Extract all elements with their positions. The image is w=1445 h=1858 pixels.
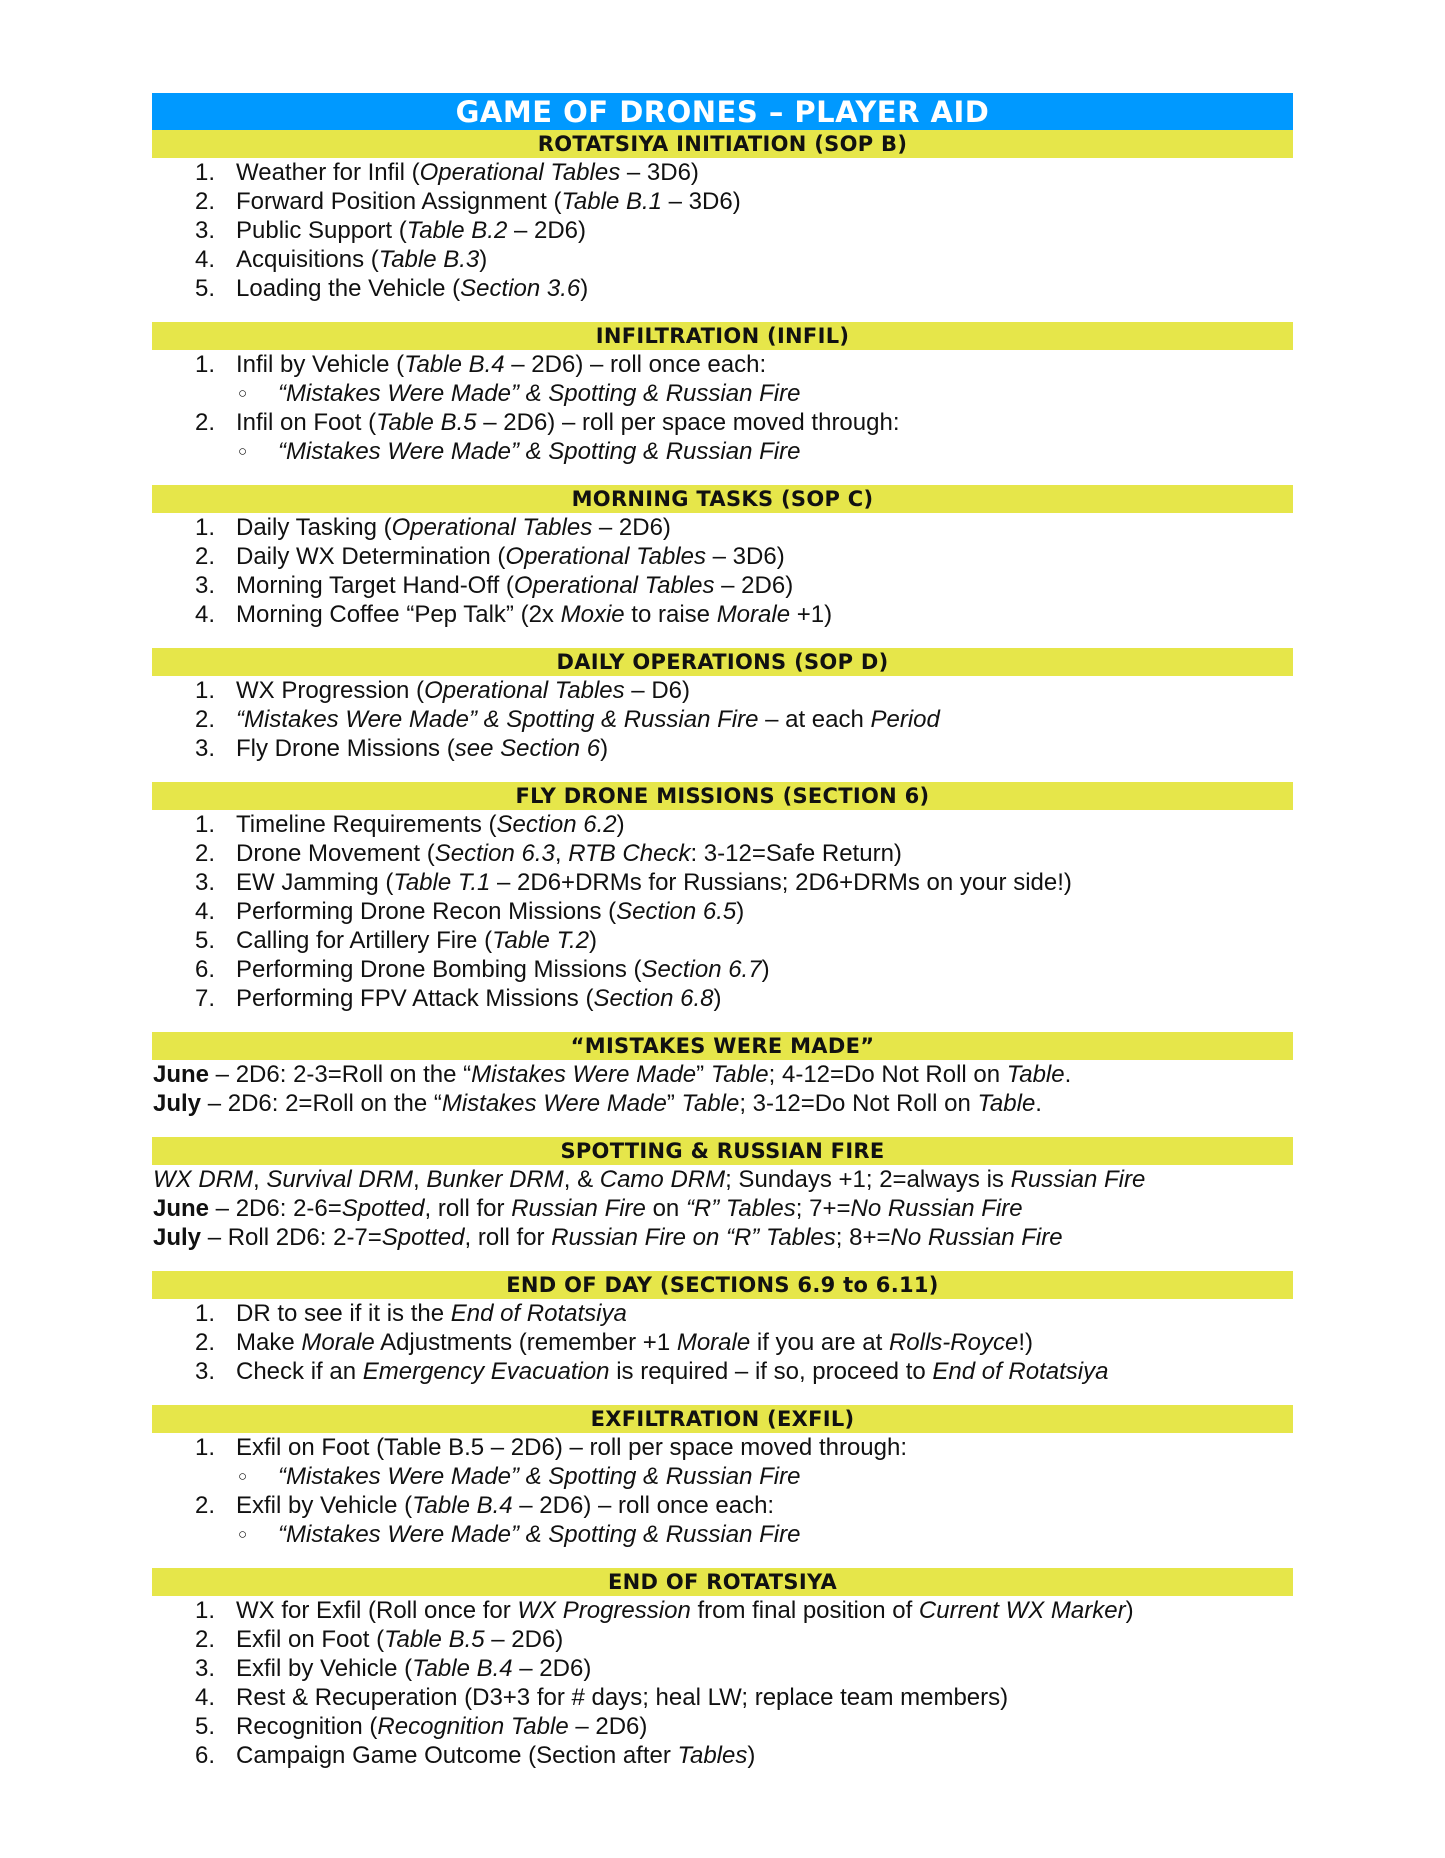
italic-run: Morale <box>676 1329 751 1356</box>
hollow-bullet-icon: ○ <box>238 385 248 402</box>
list-item <box>152 1683 1293 1712</box>
text-run: ; 3-12=Do Not Roll on <box>739 1090 978 1117</box>
italic-run: Spotted <box>381 1224 465 1251</box>
text-run: ; 4-12=Do Not Roll on <box>768 1061 1007 1088</box>
list-number: 2. <box>195 1626 216 1653</box>
italic-run: Operational Tables <box>424 677 625 704</box>
list-item <box>152 274 1293 303</box>
text-run: – 2D6) – roll per space moved through: <box>476 409 900 436</box>
list-item-text <box>236 897 744 926</box>
text-run: ” <box>666 1090 682 1117</box>
list-number: 2. <box>195 188 216 215</box>
italic-run: Section 6.5 <box>616 898 737 925</box>
list-item <box>152 1741 1293 1770</box>
italic-run: No Russian Fire <box>850 1195 1023 1222</box>
list-number: 1. <box>195 1597 216 1624</box>
paragraph-line <box>152 1089 1293 1118</box>
text-run: Rest & Recuperation (D3+3 for # days; heal LW; replace team members) <box>236 1684 1009 1711</box>
text-run: , <box>252 1166 267 1193</box>
list-item <box>152 705 1293 734</box>
section <box>152 485 1293 629</box>
list-item-text <box>236 571 793 600</box>
italic-run: Section 6.8 <box>593 985 714 1012</box>
list-number: 6. <box>195 1742 216 1769</box>
text-run: on <box>645 1195 686 1222</box>
text-run: – 3D6) <box>662 188 741 215</box>
sub-item-text <box>278 1520 800 1549</box>
text-run: Acquisitions ( <box>236 246 379 273</box>
bold-run: June <box>153 1195 210 1222</box>
sub-item-text <box>278 1462 800 1491</box>
text-run: – 2D6) – roll once each: <box>504 351 767 378</box>
sections-container <box>152 130 1293 1770</box>
section-header: INFILTRATION (INFIL) <box>152 322 1293 350</box>
text-run: is required – if so, proceed to <box>609 1358 933 1385</box>
text-run: Infil on Foot ( <box>236 409 377 436</box>
text-run: Campaign Game Outcome (Section after <box>236 1742 678 1769</box>
list-item-text <box>236 600 832 629</box>
paragraph-text <box>152 1090 1042 1117</box>
italic-run: Mistakes Were Made <box>441 1090 667 1117</box>
text-run: Check if an <box>236 1358 363 1385</box>
list-item <box>152 600 1293 629</box>
list-number: 3. <box>195 217 216 244</box>
text-run: , <box>413 1166 427 1193</box>
sub-list-item <box>152 1520 1293 1549</box>
text-run: Exfil by Vehicle ( <box>236 1492 413 1519</box>
italic-run: No Russian Fire <box>890 1224 1063 1251</box>
italic-run: Table B.2 <box>406 217 508 244</box>
text-run: – 2D6: 2=Roll on the “ <box>201 1090 442 1117</box>
italic-run: Table <box>977 1090 1036 1117</box>
list-item-text <box>236 1625 563 1654</box>
text-run: ) <box>580 275 589 302</box>
list-item <box>152 734 1293 763</box>
section-header: SPOTTING & RUSSIAN FIRE <box>152 1137 1293 1165</box>
italic-run: Table T.2 <box>492 927 590 954</box>
text-run: , & <box>563 1166 600 1193</box>
italic-run: Russian Fire on “R” Tables <box>551 1224 836 1251</box>
list-number: 1. <box>195 159 216 186</box>
italic-run: “Mistakes Were Made” & Spotting & Russian Fire <box>278 438 801 465</box>
list-item-text <box>236 1683 1008 1712</box>
list-item <box>152 897 1293 926</box>
italic-run: Table <box>1006 1061 1065 1088</box>
list-number: 1. <box>195 351 216 378</box>
italic-run: Morale <box>716 601 791 628</box>
text-run: Performing Drone Bombing Missions ( <box>236 956 642 983</box>
italic-run: Table B.5 <box>384 1626 485 1653</box>
italic-run: Current WX Marker <box>918 1597 1126 1624</box>
list-item <box>152 1299 1293 1328</box>
list-item-text <box>236 926 597 955</box>
text-run: WX for Exfil (Roll once for <box>236 1597 518 1624</box>
text-run: – 2D6: 2-6= <box>209 1195 342 1222</box>
paragraph-text <box>152 1061 1071 1088</box>
list-number: 1. <box>195 811 216 838</box>
italic-run: Operational Tables <box>419 159 621 186</box>
list-item <box>152 187 1293 216</box>
italic-run: Table B.3 <box>378 246 480 273</box>
text-run: – 2D6) <box>592 514 671 541</box>
list-item-text <box>236 1654 591 1683</box>
list-item-text <box>236 350 766 379</box>
section <box>152 648 1293 763</box>
text-run: ) <box>761 956 770 983</box>
list-item-text <box>236 1741 755 1770</box>
list-item <box>152 245 1293 274</box>
list-item-text <box>236 810 625 839</box>
list-item-text <box>236 734 608 763</box>
italic-run: “Mistakes Were Made” & Spotting & Russian Fire <box>236 706 759 733</box>
italic-run: “Mistakes Were Made” & Spotting & Russian Fire <box>278 380 801 407</box>
italic-run: Bunker DRM <box>426 1166 564 1193</box>
italic-run: Russian Fire <box>511 1195 646 1222</box>
text-run: ; 7+= <box>795 1195 851 1222</box>
italic-run: Camo DRM <box>599 1166 726 1193</box>
italic-run: “Mistakes Were Made” & Spotting & Russian Fire <box>278 1521 801 1548</box>
italic-run: Tables <box>677 1742 748 1769</box>
italic-run: Operational Tables <box>505 543 706 570</box>
text-run: Recognition ( <box>236 1713 378 1740</box>
text-run: , roll for <box>464 1224 552 1251</box>
text-run: Calling for Artillery Fire ( <box>236 927 493 954</box>
text-run: – 3D6) <box>705 543 785 570</box>
text-run: – 2D6) <box>484 1626 564 1653</box>
text-run: Timeline Requirements ( <box>236 811 497 838</box>
section <box>152 1568 1293 1770</box>
text-run: Fly Drone Missions ( <box>236 735 455 762</box>
list-item <box>152 1654 1293 1683</box>
text-run: ; Sundays +1; 2=always is <box>725 1166 1011 1193</box>
italic-run: Table B.4 <box>412 1655 513 1682</box>
section <box>152 130 1293 303</box>
list-item <box>152 1357 1293 1386</box>
text-run: – 2D6) <box>507 217 586 244</box>
text-run: – 2D6) <box>714 572 794 599</box>
hollow-bullet-icon: ○ <box>238 1468 248 1485</box>
section-header: EXFILTRATION (EXFIL) <box>152 1405 1293 1433</box>
text-run: . <box>1064 1061 1072 1088</box>
list-item-text <box>236 984 722 1013</box>
text-run: Infil by Vehicle ( <box>236 351 405 378</box>
italic-run: Period <box>870 706 940 733</box>
section-header: DAILY OPERATIONS (SOP D) <box>152 648 1293 676</box>
sub-list-item <box>152 1462 1293 1491</box>
section-header: “MISTAKES WERE MADE” <box>152 1032 1293 1060</box>
list-number: 1. <box>195 677 216 704</box>
paragraph-text <box>152 1195 1023 1222</box>
hollow-bullet-icon: ○ <box>238 1526 248 1543</box>
text-run: ) <box>600 735 609 762</box>
text-run: !) <box>1018 1329 1033 1356</box>
list-number: 2. <box>195 840 216 867</box>
section-header: FLY DRONE MISSIONS (SECTION 6) <box>152 782 1293 810</box>
paragraph-line <box>152 1194 1293 1223</box>
list-number: 5. <box>195 927 216 954</box>
text-run: Morning Coffee “Pep Talk” (2x <box>236 601 561 628</box>
list-number: 1. <box>195 1434 216 1461</box>
text-run: Public Support ( <box>236 217 407 244</box>
italic-run: Section 6.7 <box>641 956 762 983</box>
text-run: Loading the Vehicle ( <box>236 275 461 302</box>
italic-run: End of Rotatsiya <box>932 1358 1109 1385</box>
text-run: DR to see if it is the <box>236 1300 451 1327</box>
list-number: 4. <box>195 898 216 925</box>
list-item-text <box>236 1328 1033 1357</box>
list-number: 5. <box>195 275 216 302</box>
section <box>152 782 1293 1013</box>
italic-run: Table B.4 <box>412 1492 513 1519</box>
list-item-text <box>236 1357 1108 1386</box>
section <box>152 1405 1293 1549</box>
bold-run: July <box>153 1224 202 1251</box>
list-number: 2. <box>195 706 216 733</box>
italic-run: Section 6.3 <box>434 840 555 867</box>
list-number: 2. <box>195 1329 216 1356</box>
italic-run: WX Progression <box>517 1597 691 1624</box>
italic-run: Recognition Table <box>377 1713 569 1740</box>
sub-list-item <box>152 437 1293 466</box>
text-run: Exfil on Foot (Table B.5 – 2D6) – roll per space moved through: <box>236 1434 908 1461</box>
list-item <box>152 1433 1293 1462</box>
text-run: EW Jamming ( <box>236 869 394 896</box>
text-run: ; 8+= <box>835 1224 891 1251</box>
italic-run: Moxie <box>560 601 625 628</box>
section <box>152 1032 1293 1118</box>
sub-item-text <box>278 379 800 408</box>
text-run: – 2D6: 2-3=Roll on the “ <box>209 1061 472 1088</box>
list-item <box>152 1712 1293 1741</box>
list-item <box>152 676 1293 705</box>
text-run: from final position of <box>690 1597 919 1624</box>
text-run: – 3D6) <box>620 159 699 186</box>
list-item <box>152 1491 1293 1520</box>
italic-run: “Mistakes Were Made” & Spotting & Russian Fire <box>278 1463 801 1490</box>
italic-run: Table B.1 <box>561 188 662 215</box>
list-number: 3. <box>195 1358 216 1385</box>
italic-run: Section 3.6 <box>460 275 581 302</box>
text-run: – at each <box>758 706 871 733</box>
list-item-text <box>236 705 940 734</box>
text-run: ) <box>1125 1597 1134 1624</box>
hollow-bullet-icon: ○ <box>238 443 248 460</box>
section-header: END OF DAY (SECTIONS 6.9 to 6.11) <box>152 1271 1293 1299</box>
list-item-text <box>236 955 770 984</box>
list-number: 2. <box>195 1492 216 1519</box>
section-header: END OF ROTATSIYA <box>152 1568 1293 1596</box>
list-number: 2. <box>195 409 216 436</box>
list-item-text <box>236 1596 1134 1625</box>
list-item-text <box>236 1712 647 1741</box>
list-number: 7. <box>195 985 216 1012</box>
text-run: ) <box>713 985 722 1012</box>
italic-run: Table B.5 <box>376 409 477 436</box>
list-item-text <box>236 1491 774 1520</box>
list-item <box>152 926 1293 955</box>
list-item-text <box>236 187 741 216</box>
paragraph-line <box>152 1165 1293 1194</box>
text-run: – Roll 2D6: 2-7= <box>201 1224 382 1251</box>
text-run: : 3-12=Safe Return) <box>690 840 902 867</box>
text-run: Exfil by Vehicle ( <box>236 1655 413 1682</box>
text-run: if you are at <box>750 1329 889 1356</box>
list-number: 4. <box>195 601 216 628</box>
text-run: Make <box>236 1329 302 1356</box>
italic-run: Table T.1 <box>393 869 491 896</box>
list-number: 5. <box>195 1713 216 1740</box>
section <box>152 1137 1293 1252</box>
text-run: ) <box>589 927 598 954</box>
list-item-text <box>236 513 671 542</box>
list-number: 3. <box>195 869 216 896</box>
text-run: ” <box>696 1061 711 1088</box>
text-run: ) <box>616 811 625 838</box>
list-number: 4. <box>195 246 216 273</box>
list-item-text <box>236 676 690 705</box>
player-aid-page <box>152 93 1293 1770</box>
italic-run: Table <box>710 1061 769 1088</box>
text-run: . <box>1035 1090 1042 1117</box>
text-run: , <box>554 840 569 867</box>
list-item-text <box>236 868 1072 897</box>
italic-run: see Section 6 <box>454 735 601 762</box>
italic-run: Morale <box>301 1329 375 1356</box>
text-run: Adjustments (remember +1 <box>374 1329 677 1356</box>
list-number: 3. <box>195 735 216 762</box>
section <box>152 1271 1293 1386</box>
sub-list-item <box>152 379 1293 408</box>
text-run: – 2D6+DRMs for Russians; 2D6+DRMs on your side!) <box>490 869 1072 896</box>
list-item <box>152 350 1293 379</box>
list-number: 2. <box>195 543 216 570</box>
list-number: 4. <box>195 1684 216 1711</box>
list-number: 3. <box>195 1655 216 1682</box>
italic-run: Table <box>681 1090 740 1117</box>
text-run: ) <box>736 898 745 925</box>
italic-run: End of Rotatsiya <box>450 1300 627 1327</box>
bold-run: June <box>153 1061 210 1088</box>
list-item <box>152 984 1293 1013</box>
list-item-text <box>236 542 785 571</box>
page-title: GAME OF DRONES – PLAYER AID <box>152 93 1293 130</box>
list-number: 1. <box>195 514 216 541</box>
list-item <box>152 1596 1293 1625</box>
text-run: Drone Movement ( <box>236 840 435 867</box>
italic-run: Operational Tables <box>513 572 715 599</box>
list-item-text <box>236 1299 627 1328</box>
list-item <box>152 1625 1293 1654</box>
italic-run: Survival DRM <box>266 1166 414 1193</box>
paragraph-line <box>152 1223 1293 1252</box>
section-header: MORNING TASKS (SOP C) <box>152 485 1293 513</box>
text-run: Weather for Infil ( <box>236 159 420 186</box>
text-run: Daily Tasking ( <box>236 514 392 541</box>
bold-run: July <box>153 1090 202 1117</box>
list-item <box>152 542 1293 571</box>
text-run: WX Progression ( <box>236 677 425 704</box>
paragraph-text <box>152 1166 1145 1193</box>
italic-run: Table B.4 <box>404 351 505 378</box>
italic-run: RTB Check <box>568 840 691 867</box>
text-run: – 2D6) – roll once each: <box>512 1492 775 1519</box>
text-run: Exfil on Foot ( <box>236 1626 385 1653</box>
list-item <box>152 513 1293 542</box>
italic-run: WX DRM <box>153 1166 253 1193</box>
list-item-text <box>236 408 900 437</box>
italic-run: Russian Fire <box>1010 1166 1146 1193</box>
list-item <box>152 839 1293 868</box>
list-item <box>152 158 1293 187</box>
italic-run: Section 6.2 <box>496 811 617 838</box>
list-item <box>152 810 1293 839</box>
paragraph-text <box>152 1224 1063 1251</box>
sub-item-text <box>278 437 800 466</box>
text-run: Morning Target Hand-Off ( <box>236 572 514 599</box>
italic-run: Emergency Evacuation <box>362 1358 610 1385</box>
text-run: , roll for <box>424 1195 512 1222</box>
italic-run: “R” Tables <box>685 1195 796 1222</box>
text-run: ) <box>479 246 488 273</box>
list-item <box>152 868 1293 897</box>
list-item-text <box>236 274 588 303</box>
text-run: – 2D6) <box>568 1713 648 1740</box>
text-run: Performing FPV Attack Missions ( <box>236 985 594 1012</box>
list-item <box>152 571 1293 600</box>
list-item-text <box>236 158 699 187</box>
text-run: – 2D6) <box>512 1655 592 1682</box>
list-item <box>152 1328 1293 1357</box>
list-item-text <box>236 245 487 274</box>
list-item-text <box>236 216 586 245</box>
italic-run: Spotted <box>341 1195 425 1222</box>
section-header: ROTATSIYA INITIATION (SOP B) <box>152 130 1293 158</box>
paragraph-line <box>152 1060 1293 1089</box>
list-item-text <box>236 1433 907 1462</box>
section <box>152 322 1293 466</box>
text-run: Daily WX Determination ( <box>236 543 506 570</box>
list-item <box>152 408 1293 437</box>
list-number: 6. <box>195 956 216 983</box>
text-run: – D6) <box>624 677 690 704</box>
list-number: 1. <box>195 1300 216 1327</box>
list-item-text <box>236 839 902 868</box>
list-item <box>152 216 1293 245</box>
italic-run: Rolls-Royce <box>888 1329 1019 1356</box>
list-item <box>152 955 1293 984</box>
list-number: 3. <box>195 572 216 599</box>
text-run: Performing Drone Recon Missions ( <box>236 898 617 925</box>
italic-run: Mistakes Were Made <box>471 1061 697 1088</box>
text-run: ) <box>747 1742 756 1769</box>
text-run: to raise <box>624 601 717 628</box>
text-run: +1) <box>790 601 833 628</box>
text-run: Forward Position Assignment ( <box>236 188 562 215</box>
italic-run: Operational Tables <box>391 514 593 541</box>
